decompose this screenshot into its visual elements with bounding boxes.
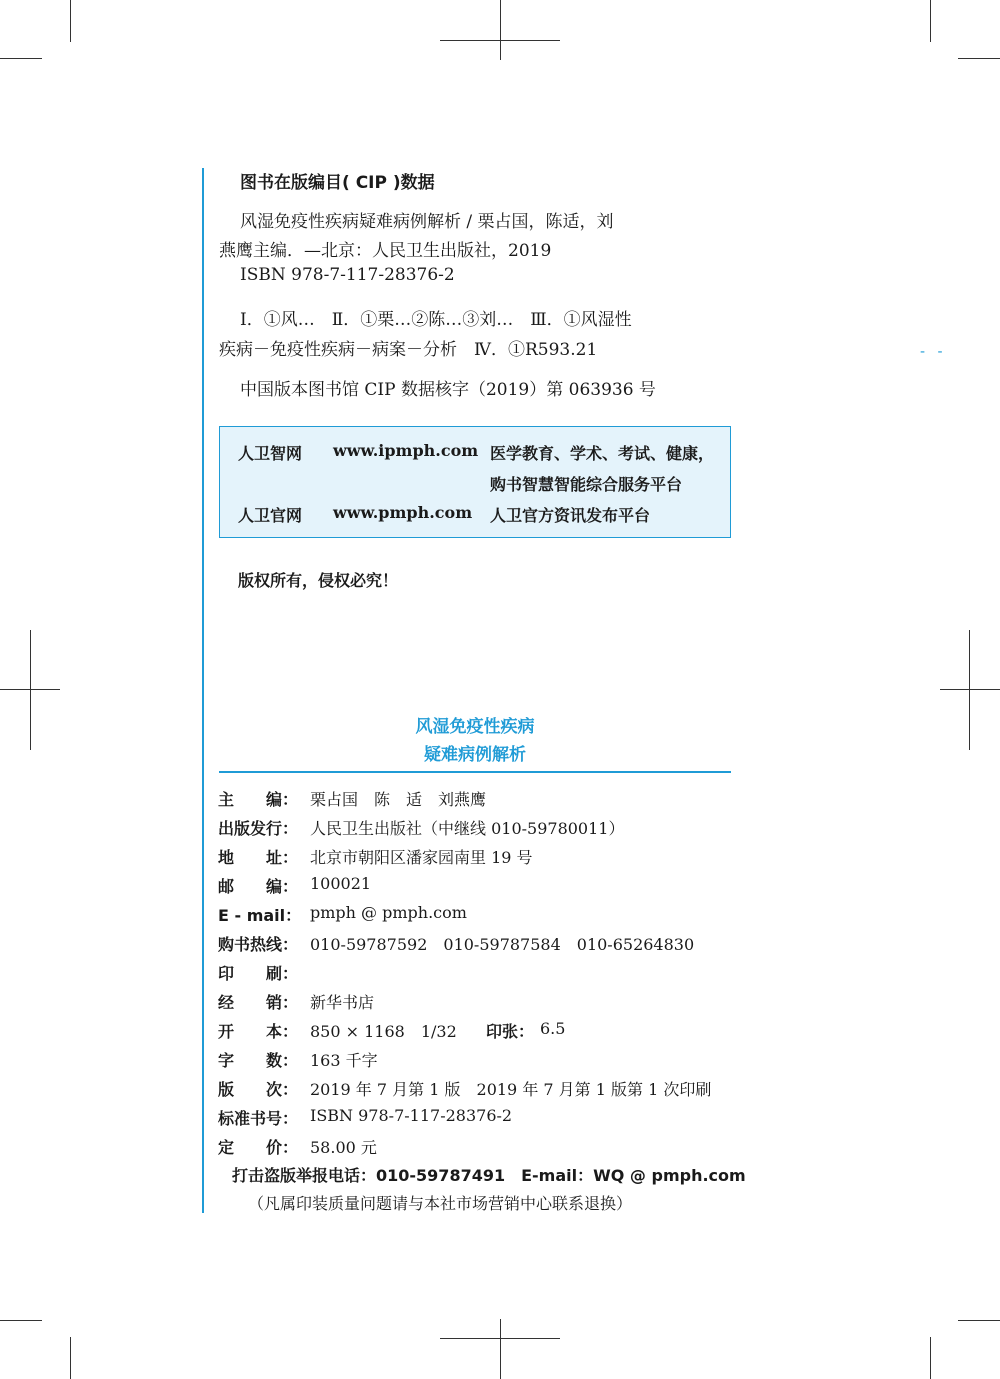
crop-mark [0, 1320, 42, 1321]
crop-mark [500, 0, 501, 60]
site-description: 人卫官方资讯发布平台 [490, 506, 651, 525]
book-title-line: 风湿免疫性疾病 [415, 717, 535, 737]
site-description: 医学教育、学术、考试、健康， [490, 444, 715, 463]
book-title-line: 疑难病例解析 [424, 745, 526, 765]
info-value: 北京市朝阳区潘家园南里 19 号 [310, 848, 533, 867]
info-value: 2019 年 7 月第 1 版 2019 年 7 月第 1 版第 1 次印刷 [310, 1080, 712, 1099]
info-value: 850 × 1168 1/32 [310, 1022, 457, 1041]
crop-mark [940, 689, 1000, 690]
info-label: 标准书号： [218, 1109, 299, 1128]
info-value: 6.5 [540, 1019, 566, 1038]
copyright-notice: 版权所有，侵权必究！ [238, 571, 399, 590]
info-label: E - mail： [218, 906, 302, 925]
info-value: 100021 [310, 874, 372, 893]
info-label: 经 销： [218, 993, 299, 1012]
site-name: 人卫官网 [238, 506, 303, 525]
crop-mark [930, 0, 931, 42]
site-description: 购书智慧智能综合服务平台 [490, 475, 683, 494]
cip-line: 疾病－免疫性疾病－病案－分析 Ⅳ．①R593.21 [219, 340, 598, 360]
cip-line: Ⅰ．①风… Ⅱ．①栗…②陈…③刘… Ⅲ．①风湿性 [240, 310, 632, 330]
info-label: 定 价： [218, 1138, 299, 1157]
cip-line: 燕鹰主编．—北京：人民卫生出版社，2019 [219, 241, 552, 261]
info-value: 163 千字 [310, 1051, 378, 1070]
website-info-box [219, 426, 731, 538]
info-value: 栗占国 陈 适 刘燕鹰 [310, 790, 487, 809]
crop-mark [500, 1319, 501, 1379]
info-value: ISBN 978-7-117-28376-2 [310, 1106, 513, 1125]
info-label: 邮 编： [218, 877, 299, 896]
info-value: 010-59787592 010-59787584 010-65264830 [310, 935, 695, 954]
crop-mark [958, 58, 1000, 59]
site-name: 人卫智网 [238, 444, 303, 463]
crop-mark [30, 630, 31, 750]
info-value: 人民卫生出版社（中继线 010-59780011） [310, 819, 625, 838]
info-label: 字 数： [218, 1051, 299, 1070]
info-value: 58.00 元 [310, 1138, 377, 1157]
info-value: 新华书店 [310, 993, 375, 1012]
side-rule [202, 168, 204, 1213]
cip-line: 风湿免疫性疾病疑难病例解析 / 栗占国，陈适，刘 [240, 212, 614, 232]
side-dash-mark: - - [920, 344, 947, 360]
info-label: 版 次： [218, 1080, 299, 1099]
anti-piracy-notice: 打击盗版举报电话：010-59787491 E-mail：WQ @ pmph.com [232, 1166, 746, 1185]
crop-mark [930, 1337, 931, 1379]
info-label: 地 址： [218, 848, 299, 867]
crop-mark [0, 58, 42, 59]
info-label: 开 本： [218, 1022, 299, 1041]
crop-mark [969, 630, 970, 750]
title-divider [219, 771, 731, 773]
quality-notice: （凡属印装质量问题请与本社市场营销中心联系退换） [248, 1194, 633, 1213]
cip-line: 中国版本图书馆 CIP 数据核字（2019）第 063936 号 [240, 380, 656, 400]
site-url[interactable]: www.pmph.com [333, 503, 473, 522]
crop-mark [70, 0, 71, 42]
crop-mark [958, 1320, 1000, 1321]
crop-mark [70, 1337, 71, 1379]
info-label: 印 刷： [218, 964, 299, 983]
info-label: 出版发行： [218, 819, 299, 838]
info-label: 主 编： [218, 790, 299, 809]
cip-line: ISBN 978-7-117-28376-2 [240, 265, 455, 285]
info-value: pmph @ pmph.com [310, 903, 467, 922]
info-label: 印张： [486, 1022, 535, 1041]
cip-title: 图书在版编目( CIP )数据 [240, 173, 435, 193]
info-label: 购书热线： [218, 935, 299, 954]
site-url[interactable]: www.ipmph.com [333, 441, 479, 460]
